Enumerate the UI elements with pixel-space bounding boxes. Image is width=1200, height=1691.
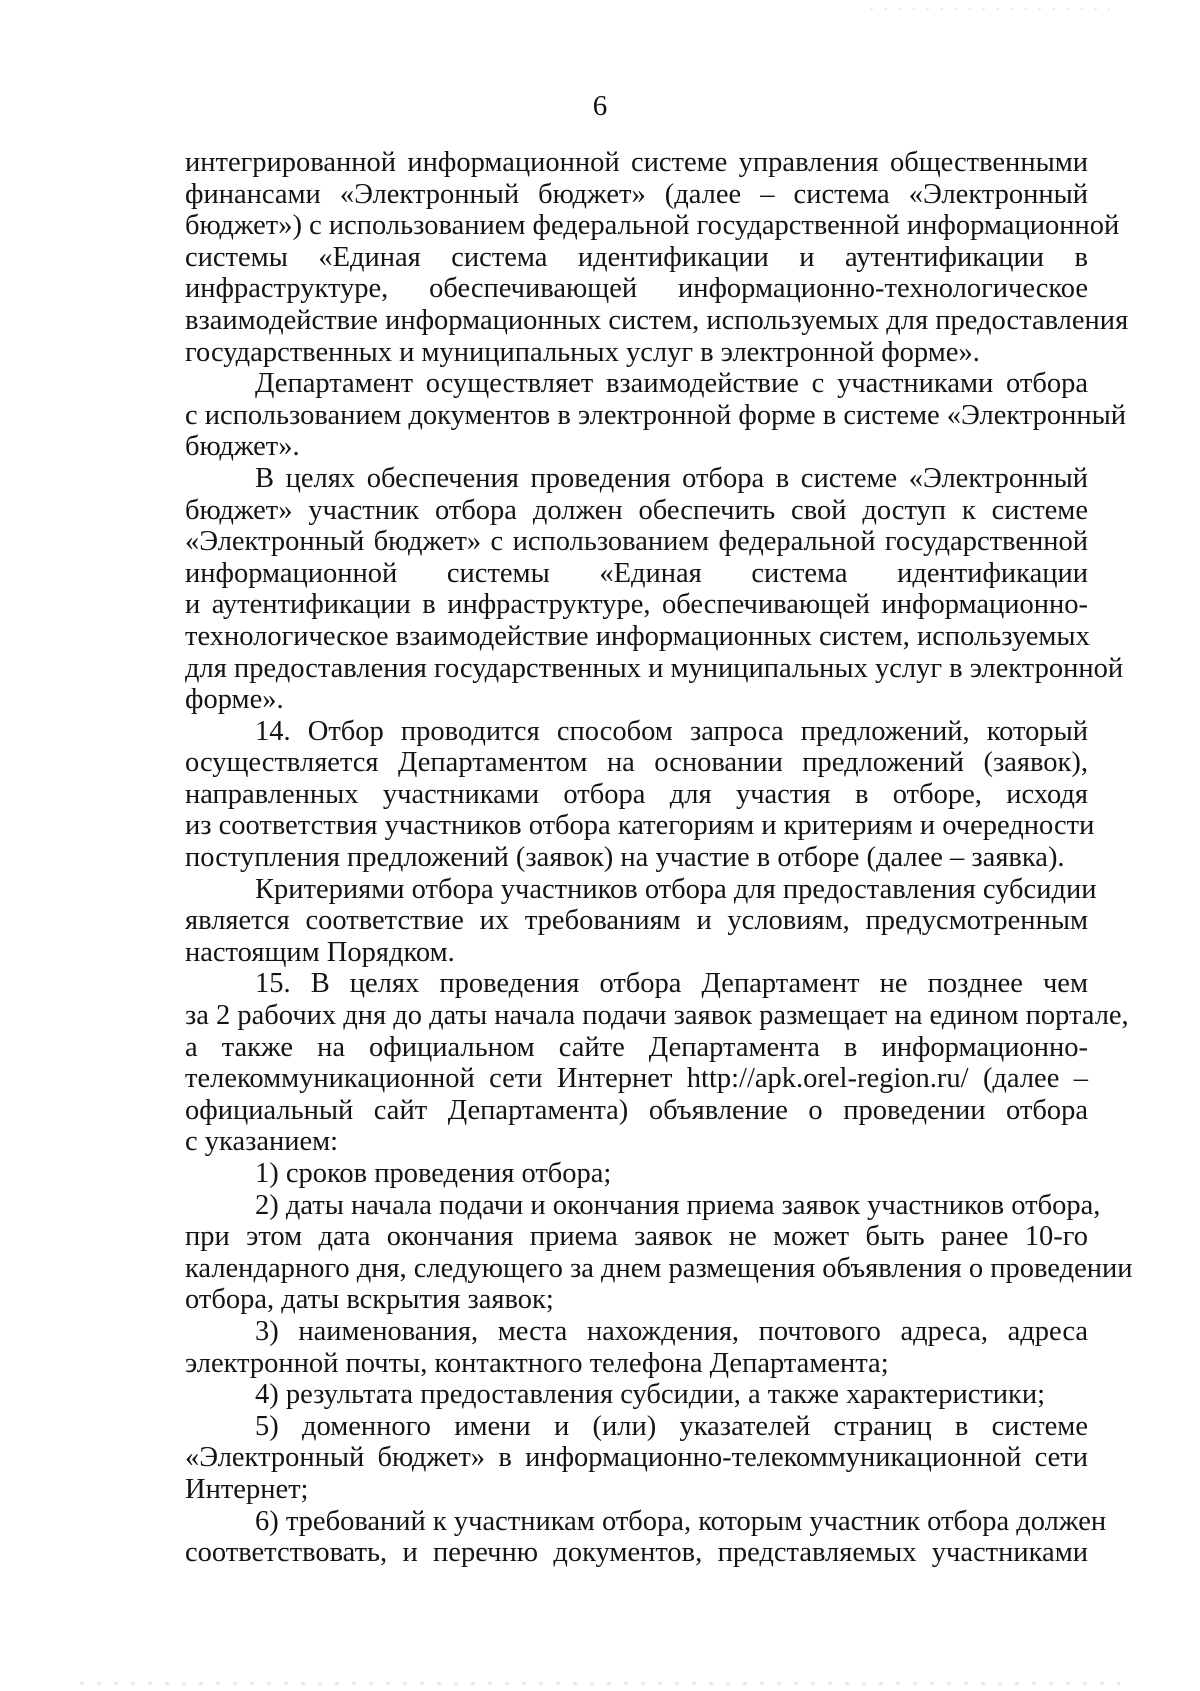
text-line: при этом дата окончания приема заявок не может быть ранее 10-го bbox=[185, 1221, 1088, 1253]
text-line: «Электронный бюджет» в информационно-телекоммуникационной сети bbox=[185, 1442, 1088, 1474]
document-body bbox=[185, 147, 1133, 1569]
list-item: 1) сроков проведения отбора; bbox=[255, 1158, 612, 1189]
text-line: взаимодействие информационных систем, используемых для предоставления bbox=[185, 304, 1129, 336]
text-line: из соответствия участников отбора категориям и критериям и очередности bbox=[185, 810, 1095, 842]
text-line: системы «Единая система идентификации и аутентификации в bbox=[185, 241, 1088, 273]
text-line: отбора, даты вскрытия заявок; bbox=[185, 1284, 554, 1316]
paragraph-first-line: В целях обеспечения проведения отбора в системе «Электронный bbox=[255, 462, 1088, 494]
text-line: государственных и муниципальных услуг в электронной форме». bbox=[185, 336, 980, 368]
text-line: осуществляется Департаментом на основании предложений (заявок), bbox=[185, 747, 1088, 779]
text-line: информационной системы «Единая система идентификации bbox=[185, 557, 1088, 589]
text-line: а также на официальном сайте Департамента в информационно- bbox=[185, 1031, 1088, 1063]
text-line: настоящим Порядком. bbox=[185, 936, 455, 968]
text-line: электронной почты, контактного телефона Департамента; bbox=[185, 1347, 889, 1379]
text-line: поступления предложений (заявок) на участие в отборе (далее – заявка). bbox=[185, 842, 1065, 874]
text-line: бюджет». bbox=[185, 431, 300, 463]
text-line: с использованием документов в электронной форме в системе «Электронный bbox=[185, 399, 1127, 431]
text-line: за 2 рабочих дня до даты начала подачи заявок размещает на едином портале, bbox=[185, 1000, 1129, 1032]
paragraph-first-line: Критериями отбора участников отбора для предоставления субсидии bbox=[255, 873, 1097, 905]
text-line: соответствовать, и перечню документов, представляемых участниками bbox=[185, 1537, 1088, 1569]
text-line: интегрированной информационной системе управления общественными bbox=[185, 147, 1088, 178]
scan-artifact-bottom bbox=[80, 1682, 1120, 1685]
list-item: 2) даты начала подачи и окончания приема заявок участников отбора, bbox=[255, 1189, 1101, 1221]
paragraph-first-line: 15. В целях проведения отбора Департамент не позднее чем bbox=[255, 968, 1088, 1000]
text-line: телекоммуникационной сети Интернет http://apk.orel-region.ru/ (далее – bbox=[185, 1063, 1088, 1095]
text-line: «Электронный бюджет» с использованием федеральной государственной bbox=[185, 526, 1088, 558]
text-line: и аутентификации в инфраструктуре, обеспечивающей информационно- bbox=[185, 589, 1088, 621]
text-line: технологическое взаимодействие информационных систем, используемых bbox=[185, 620, 1090, 652]
list-item: 6) требований к участникам отбора, которым участник отбора должен bbox=[255, 1505, 1107, 1537]
paragraph-first-line: Департамент осуществляет взаимодействие с участниками отбора bbox=[255, 368, 1088, 400]
text-line: инфраструктуре, обеспечивающей информационно-технологическое bbox=[185, 273, 1088, 305]
text-line: для предоставления государственных и муниципальных услуг в электронной bbox=[185, 652, 1124, 684]
page-number: 6 bbox=[592, 90, 608, 122]
paragraph-first-line: 14. Отбор проводится способом запроса предложений, который bbox=[255, 715, 1088, 747]
text-line: является соответствие их требованиям и условиям, предусмотренным bbox=[185, 905, 1088, 937]
scan-artifact-top bbox=[870, 8, 1110, 10]
list-item: 5) доменного имени и (или) указателей страниц в системе bbox=[255, 1410, 1088, 1442]
text-line: направленных участниками отбора для участия в отборе, исходя bbox=[185, 778, 1088, 810]
text-line: финансами «Электронный бюджет» (далее – система «Электронный bbox=[185, 178, 1088, 210]
text-line: календарного дня, следующего за днем размещения объявления о проведении bbox=[185, 1252, 1133, 1284]
list-item: 3) наименования, места нахождения, почтового адреса, адреса bbox=[255, 1315, 1088, 1347]
text-line: форме». bbox=[185, 684, 284, 716]
list-item: 4) результата предоставления субсидии, а также характеристики; bbox=[255, 1379, 1046, 1411]
text-line: официальный сайт Департамента) объявление о проведении отбора bbox=[185, 1094, 1088, 1126]
text-line: Интернет; bbox=[185, 1473, 309, 1505]
text-line: бюджет») с использованием федеральной государственной информационной bbox=[185, 210, 1120, 242]
text-line: бюджет» участник отбора должен обеспечить свой доступ к системе bbox=[185, 494, 1088, 526]
text-line: с указанием: bbox=[185, 1126, 339, 1158]
